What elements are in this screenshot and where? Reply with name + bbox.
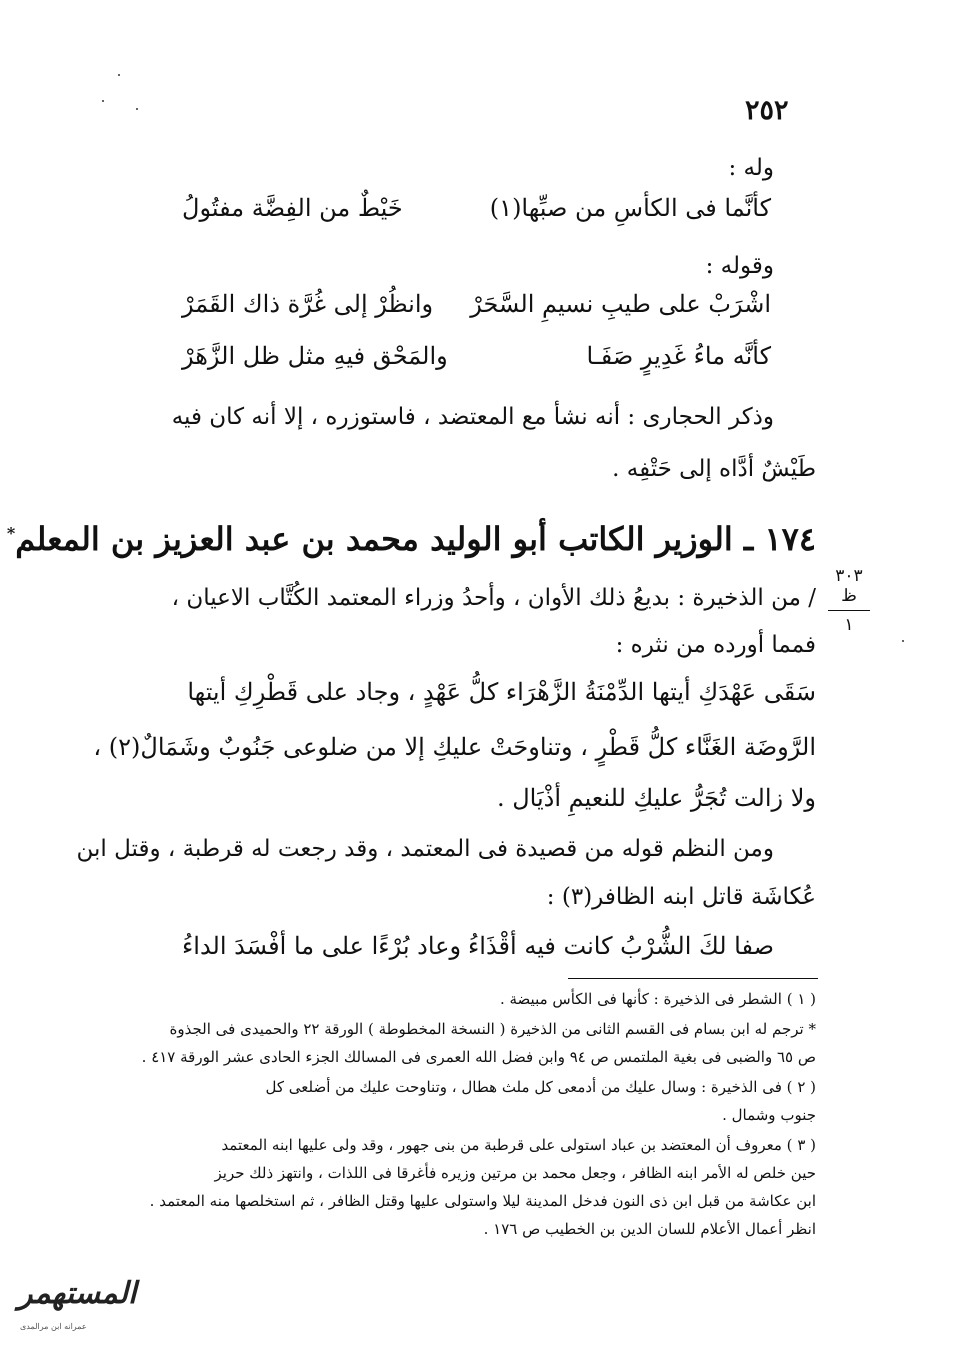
heading-star-marker: * [6,523,16,543]
footnote-2-line2: جنوب وشمال . [722,1106,816,1124]
verse1-first-hemistich: كأنَّما فى الكأسِ من صبِّها(١) [489,194,771,222]
final-verse-second-hemistich: وعاد بُرْءًا على ما أفْسَدَ الداءُ [182,932,462,960]
verse1-second-hemistich: خَيْطٌ من الفِضَّة مفتُولُ [182,194,403,222]
dhakhira-line1: / من الذخيرة : بديعُ ذلك الأوان ، وأحدُ وزراء المعتمد الكُتَّاب الاعيان ، [171,585,816,611]
margin-folio-top: ٣٠٣ ظ [835,566,863,606]
library-stamp-logo [8,1270,148,1342]
footnotes [136,990,816,1260]
verse3-first-hemistich: كأنَّه ماءُ غَدِيرٍ صَفَـا [586,342,771,370]
dhakhira-line2: فمما أورده من نثره : [615,632,816,658]
nazm-paragraph-line2: عُكاشَة قاتل ابنه الظافر(٣) : [546,884,816,910]
verse2-second-hemistich: وانظُرْ إلى غُرَّة ذاك القَمَرْ [182,290,434,318]
footnote-star-line1: * ترجم له ابن بسام فى القسم الثانى من الذخيرة ( النسخة المخطوطة ) الورقة ٢٢ والحميدى فى الجذوة [169,1020,816,1038]
stamp-logo-subtext: عمرانه ابن مرالمدى [20,1322,87,1331]
heading-text: ١٧٤ ـ الوزير الكاتب أبو الوليد محمد بن عبد العزيز بن المعلم [15,520,816,558]
margin-folio-bottom: ١ [844,615,854,635]
footnote-3-line2: حين خلص له الأمر ابنه الظافر ، وجعل محمد بن مرتين وزيره فأغرقا فى اللذات ، وانتهز ذلك حريز [214,1164,816,1182]
scan-speck [102,100,104,102]
biography-heading [7,520,816,558]
margin-folio-reference [826,566,872,635]
scan-speck [902,640,904,642]
scan-speck [118,74,120,76]
hijari-paragraph-line1: وذكر الحجارى : أنه نشأ مع المعتضد ، فاستوزره ، إلا أنه كان فيه [171,404,774,430]
intro-wa-lahu: وله : [728,155,774,181]
verse2-first-hemistich: اشْرَبْ على طيبِ نسيمِ السَّحَرْ [470,290,771,318]
prose-line3: ولا زالت تُجَرُّ عليكِ للنعيمِ أذْيَال . [496,784,816,812]
scan-speck [136,108,138,110]
prose-line2: الرَّوضَة الغَنَّاء كلُّ قَطْرٍ ، وتناوحَتْ عليكِ إلا من ضلوعى جَنُوبٌ وشَمَالٌ(٢) ، [93,733,816,761]
footnote-separator [568,978,818,979]
page-number: ٢٥٢ [745,95,789,126]
stamp-logo-text: المستهمر [18,1276,137,1311]
final-verse-first-hemistich: صفا لكَ الشُّرْبُ كانت فيه أقْذَاءُ [468,932,774,960]
hijari-paragraph-line2: طَيْشٌ أدَّاه إلى حَتْفِه . [612,456,816,482]
prose-line1: سَقَى عَهْدَكِ أيتها الدِّمْنَةُ الزَّهْرَاء كلُّ عَهْدٍ ، وجاد على قَطْرِكِ أيتها [187,678,816,706]
margin-folio-rule [828,610,870,611]
footnote-2-line1: ( ٢ ) فى الذخيرة : وسال عليك من أدمعى كل ملث هطال ، وتناوحت عليك من أضلعى كل [265,1078,816,1096]
footnote-3-line3: ابن عكاشة من قبل ابن ذى النون فدخل المدينة ليلا واستولى عليها وقتل الظافر ، ثم استخلصها منه المعتمد . [149,1192,816,1210]
footnote-1: ( ١ ) الشطر فى الذخيرة : كأنها فى الكأس مبيضة . [499,990,816,1008]
footnote-star-line2: ص ٦٥ والضبى فى بغية الملتمس ص ٩٤ وابن فضل الله العمرى فى المسالك الجزء الحادى عشر الورقة ٤١٧ . [141,1048,816,1066]
intro-wa-qawluhu: وقوله : [705,253,774,279]
verse3-second-hemistich: والمَحْق فيهِ مثل ظل الزَّهَرْ [182,342,448,370]
footnote-3-line4: انظر أعمال الأعلام للسان الدين بن الخطيب ص ١٧٦ . [483,1220,816,1238]
nazm-paragraph-line1: ومن النظم قوله من قصيدة فى المعتمد ، وقد رجعت له قرطبة ، وقتل ابن [76,836,774,862]
footnote-3-line1: ( ٣ ) معروف أن المعتضد بن عباد استولى على قرطبة من بنى جهور ، وقد ولى عليها ابنه المعتمد [221,1136,816,1154]
